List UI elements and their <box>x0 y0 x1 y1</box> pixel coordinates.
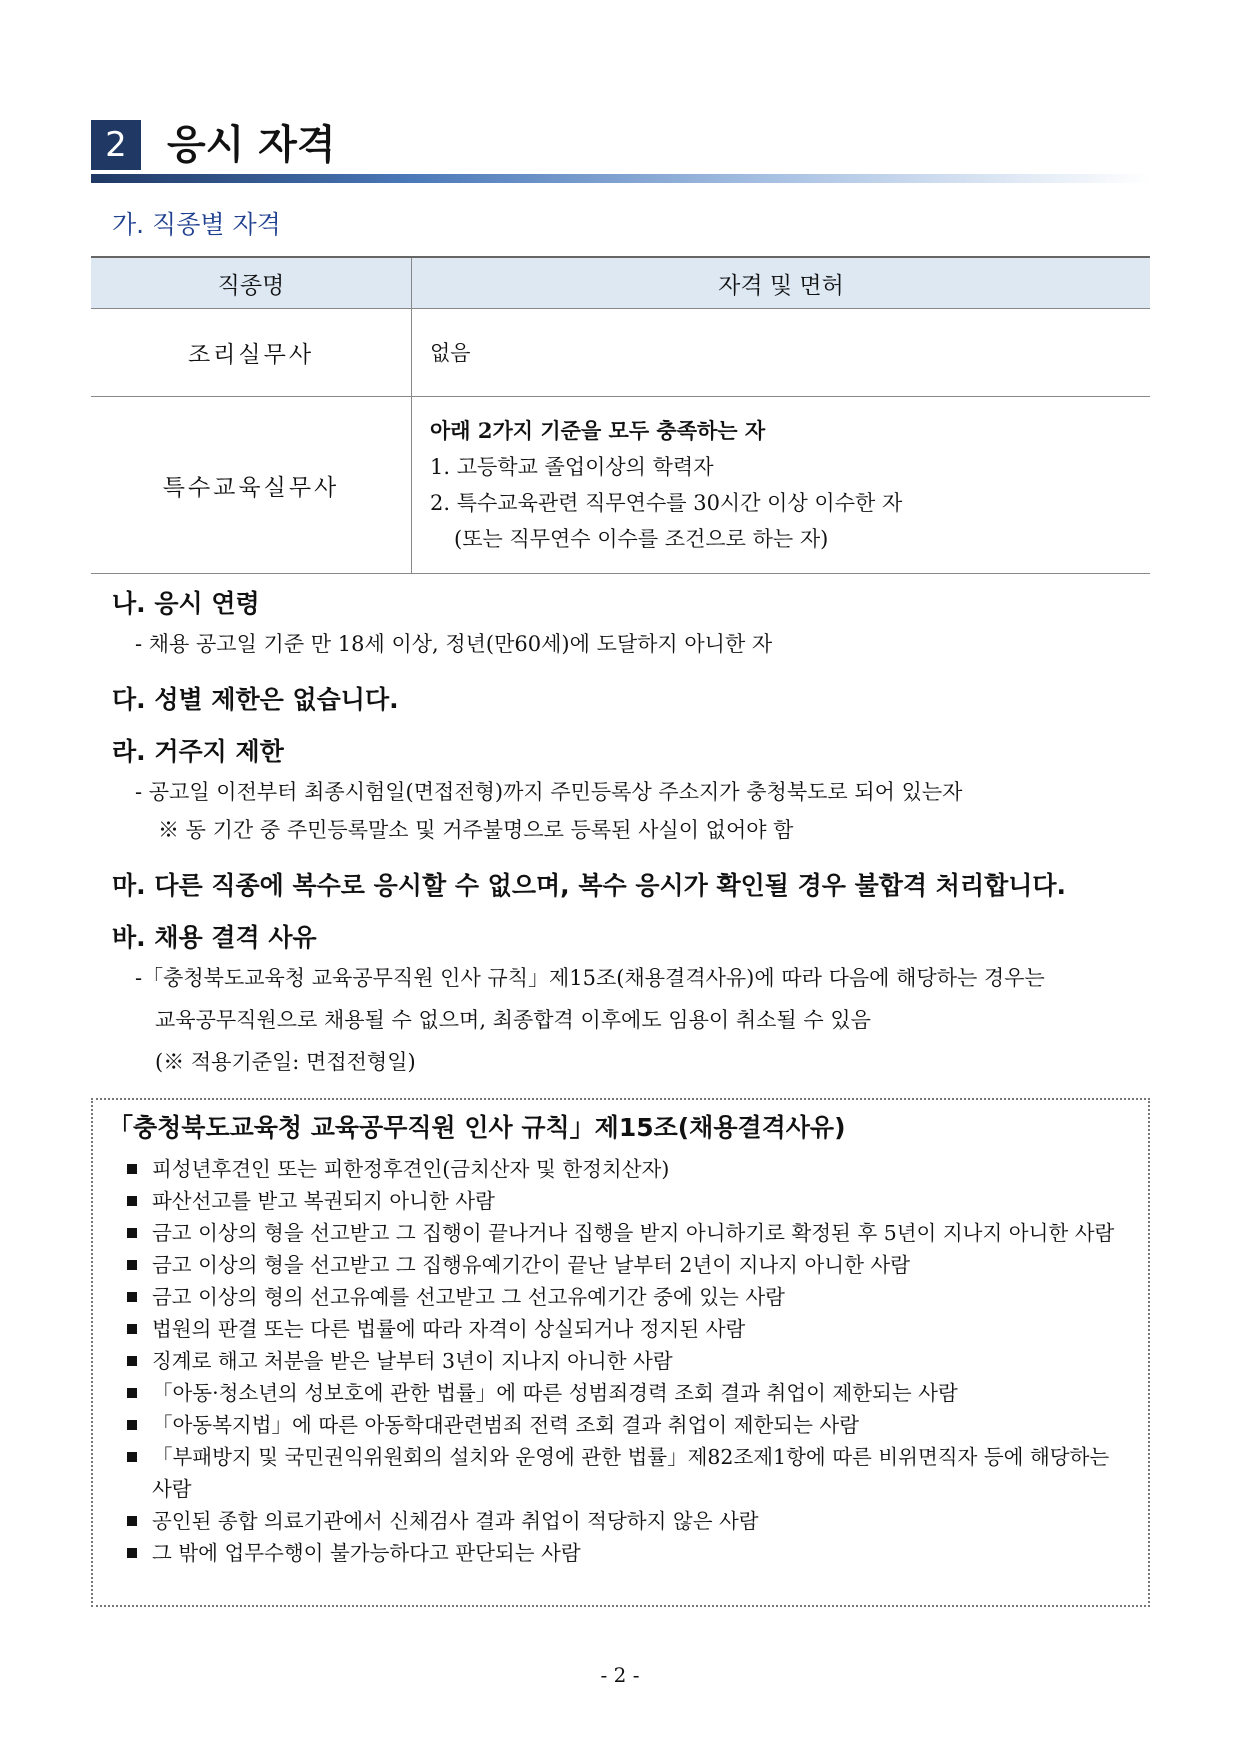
disqualification-list <box>127 1153 1127 1569</box>
job-name: 특수교육실무사 <box>91 397 412 574</box>
box-title: 「충청북도교육청 교육공무직원 인사 규칙」제15조(채용결격사유) <box>108 1113 846 1142</box>
qualification-line: 없음 <box>430 340 471 365</box>
page-number: - 2 - <box>600 1663 640 1687</box>
qualification-table <box>91 256 1150 574</box>
qualification-cell <box>412 309 1151 397</box>
disqualification-basis-date: (※ 적용기준일: 면접전형일) <box>155 1050 416 1074</box>
qualification-line: 아래 2가지 기준을 모두 충족하는 자 <box>430 418 766 443</box>
heading-da: 다. 성별 제한은 없습니다. <box>112 685 399 714</box>
list-item: 금고 이상의 형을 선고받고 그 집행유예기간이 끝난 날부터 2년이 지나지 아니한 사람 <box>127 1249 1127 1281</box>
table-row <box>91 309 1150 397</box>
disqualification-box <box>91 1098 1150 1607</box>
section-title: 응시 자격 <box>167 122 336 168</box>
section-number: 2 <box>91 120 141 170</box>
heading-ba: 바. 채용 결격 사유 <box>112 923 317 952</box>
list-item: 「아동·청소년의 성보호에 관한 법률」에 따른 성범죄경력 조회 결과 취업이 제한되는 사람 <box>127 1377 1127 1409</box>
header-qualification: 자격 및 면허 <box>412 257 1151 309</box>
qualification-cell <box>412 397 1151 574</box>
list-item: 공인된 종합 의료기관에서 신체검사 결과 취업이 적당하지 않은 사람 <box>127 1505 1127 1537</box>
list-item: 법원의 판결 또는 다른 법률에 따라 자격이 상실되거나 정지된 사람 <box>127 1313 1127 1345</box>
header-job: 직종명 <box>91 257 412 309</box>
section-header <box>91 120 1151 172</box>
disqualification-text-2: 교육공무직원으로 채용될 수 없으며, 최종합격 이후에도 임용이 취소될 수 있음 <box>155 1008 871 1032</box>
list-item: 피성년후견인 또는 피한정후견인(금치산자 및 한정치산자) <box>127 1153 1127 1185</box>
table-row <box>91 397 1150 574</box>
list-item: 파산선고를 받고 복권되지 아니한 사람 <box>127 1185 1127 1217</box>
list-item: 「부패방지 및 국민권익위원회의 설치와 운영에 관한 법률」제82조제1항에 따른 비위면직자 등에 해당하는 사람 <box>127 1441 1127 1505</box>
list-item: 「아동복지법」에 따른 아동학대관련범죄 전력 조회 결과 취업이 제한되는 사람 <box>127 1409 1127 1441</box>
heading-ga: 가. 직종별 자격 <box>112 210 281 239</box>
list-item: 그 밖에 업무수행이 불가능하다고 판단되는 사람 <box>127 1537 1127 1569</box>
qualification-line: (또는 직무연수 이수를 조건으로 하는 자) <box>454 527 829 551</box>
qualification-line: 1. 고등학교 졸업이상의 학력자 <box>430 455 714 479</box>
job-name: 조리실무사 <box>91 309 412 397</box>
age-text: - 채용 공고일 기준 만 18세 이상, 정년(만60세)에 도달하지 아니한 자 <box>135 632 773 656</box>
table-header-row <box>91 257 1150 309</box>
residence-note: ※ 동 기간 중 주민등록말소 및 거주불명으로 등록된 사실이 없어야 함 <box>158 818 794 842</box>
heading-ma: 마. 다른 직종에 복수로 응시할 수 없으며, 복수 응시가 확인될 경우 불합격 처리합니다. <box>112 871 1067 900</box>
list-item: 금고 이상의 형의 선고유예를 선고받고 그 선고유예기간 중에 있는 사람 <box>127 1281 1127 1313</box>
disqualification-text: -「충청북도교육청 교육공무직원 인사 규칙」제15조(채용결격사유)에 따라 다음에 해당하는 경우는 <box>135 966 1045 990</box>
heading-na: 나. 응시 연령 <box>112 589 260 618</box>
heading-ra: 라. 거주지 제한 <box>112 737 284 766</box>
residence-text: - 공고일 이전부터 최종시험일(면접전형)까지 주민등록상 주소지가 충청북도로 되어 있는자 <box>135 780 963 804</box>
section-divider <box>91 174 1151 183</box>
list-item: 징계로 해고 처분을 받은 날부터 3년이 지나지 아니한 사람 <box>127 1345 1127 1377</box>
qualification-line: 2. 특수교육관련 직무연수를 30시간 이상 이수한 자 <box>430 491 903 515</box>
list-item: 금고 이상의 형을 선고받고 그 집행이 끝나거나 집행을 받지 아니하기로 확정된 후 5년이 지나지 아니한 사람 <box>127 1217 1127 1249</box>
